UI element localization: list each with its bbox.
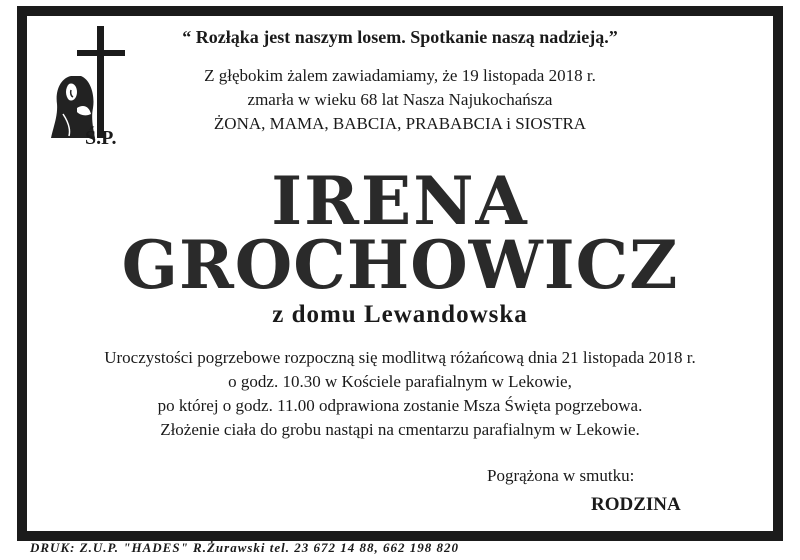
ceremony-line: po której o godz. 11.00 odprawiona zostanie Msza Święta pogrzebowa. [157,396,643,415]
first-name: IRENA [271,162,529,240]
ceremony-line: Uroczystości pogrzebowe rozpoczną się modlitwą różańcową dnia 21 listopada 2018 r. [104,348,696,367]
maiden-name: z domu Lewandowska [272,301,528,328]
mourners-label: Pogrążona w smutku: [487,466,635,485]
announcement-line: ŻONA, MAMA, BABCIA, PRABABCIA i SIOSTRA [213,114,587,133]
prefix-label: Ś.P. [85,127,117,149]
obituary-card [27,16,773,531]
quote: “ Rozłąka jest naszym losem. Spotkanie naszą nadzieją.” [182,27,618,47]
printer-footer: DRUK: Z.U.P. "HADES" R.Żurawski tel. 23 672 14 88, 662 198 820 [30,540,460,555]
announcement-line: Z głębokim żalem zawiadamiamy, że 19 listopada 2018 r. [204,66,596,85]
announcement-line: zmarła w wieku 68 lat Nasza Najukochańsza [247,90,553,109]
last-name: GROCHOWICZ [121,226,679,304]
family-signature: RODZINA [591,494,681,515]
ceremony-line: Złożenie ciała do grobu nastąpi na cmentarzu parafialnym w Lekowie. [160,420,640,439]
ceremony-line: o godz. 10.30 w Kościele parafialnym w Lekowie, [228,372,572,391]
